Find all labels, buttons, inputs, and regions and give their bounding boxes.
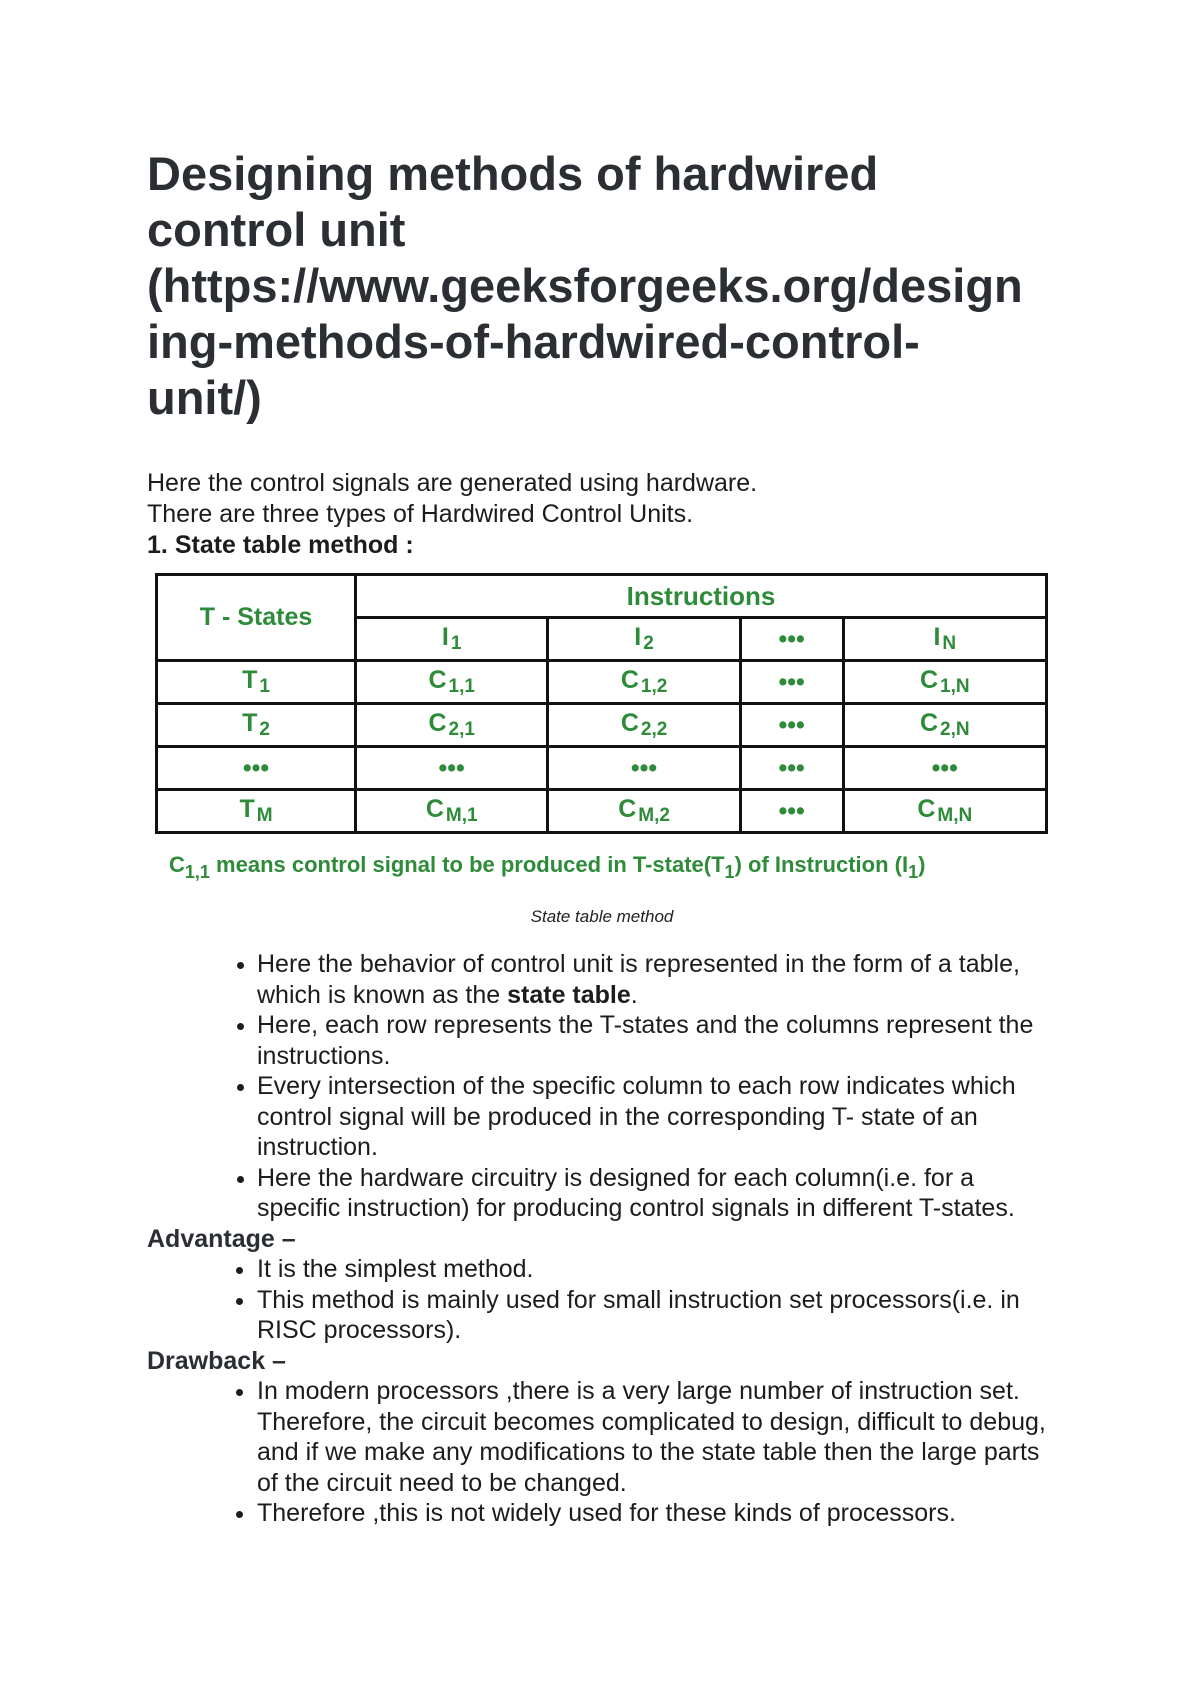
cell-symbol: C: [919, 709, 939, 737]
note-text-b: ) of Instruction (I: [734, 852, 909, 877]
cell-subscript: 1,N: [940, 676, 970, 697]
title-line: control unit: [147, 203, 406, 256]
list-item-bold: state table: [507, 980, 631, 1009]
cell-symbol: C: [425, 795, 444, 823]
cell-subscript: M,1: [445, 805, 478, 826]
cell-subscript: M,N: [937, 805, 973, 826]
cell-symbol: •••: [778, 624, 805, 653]
note-c-sub: 1,1: [184, 862, 210, 882]
control-signal-cell: [843, 747, 1046, 790]
table-row: [157, 790, 1047, 833]
method-heading: 1. State table method :: [147, 531, 414, 559]
list-item: [257, 949, 1057, 1010]
cell-symbol: C: [428, 666, 447, 694]
control-signal-cell: [740, 790, 843, 833]
instruction-column-header: [740, 618, 843, 661]
cell-symbol: C: [620, 666, 639, 694]
cell-subscript: 2: [259, 719, 270, 740]
list-item-text: Here, each row represents the T-states and the columns represent the instructions.: [257, 1011, 1034, 1070]
control-signal-cell: [843, 704, 1046, 747]
method-label: State table method :: [174, 531, 414, 559]
cell-subscript: 2: [643, 633, 654, 654]
note-t-sub: 1: [724, 862, 735, 882]
intro-line: There are three types of Hardwired Control Units.: [147, 500, 694, 528]
state-table: [155, 573, 1048, 834]
t-state-cell: [157, 661, 356, 704]
control-signal-cell: [740, 661, 843, 704]
cell-symbol: •••: [778, 710, 805, 739]
method-number: 1: [147, 531, 161, 559]
table-row: [157, 747, 1047, 790]
control-signal-cell: [548, 704, 740, 747]
document-page: [147, 146, 1057, 1529]
state-table-body: [157, 661, 1047, 833]
cell-subscript: N: [942, 633, 957, 654]
cell-symbol: T: [242, 666, 258, 694]
control-signal-cell: [740, 747, 843, 790]
cell-symbol: T: [239, 795, 255, 823]
figure-caption: State table method: [530, 907, 674, 926]
page-title: [147, 146, 1057, 426]
cell-symbol: C: [620, 709, 639, 737]
title-line: ing-methods-of-hardwired-control-: [147, 315, 920, 368]
control-signal-cell: [548, 747, 740, 790]
control-signal-cell: [548, 661, 740, 704]
cell-symbol: T: [242, 709, 258, 737]
cell-symbol: •••: [931, 753, 958, 782]
advantage-heading: Advantage –: [147, 1224, 296, 1253]
table-row: [157, 661, 1047, 704]
state-table-figure: [155, 573, 1051, 893]
cell-subscript: 1: [450, 633, 462, 654]
t-state-cell: [157, 704, 356, 747]
list-item: [257, 1163, 1057, 1224]
cell-symbol: •••: [778, 796, 805, 825]
cell-symbol: I: [441, 623, 449, 651]
control-signal-cell: [843, 790, 1046, 833]
instruction-column-header: [548, 618, 740, 661]
control-signal-cell: [843, 661, 1046, 704]
instruction-column-header: [843, 618, 1046, 661]
control-signal-cell: [356, 661, 548, 704]
cell-subscript: 1,1: [448, 676, 475, 697]
t-states-header: T - States: [157, 575, 356, 661]
title-line: Designing methods of hardwired: [147, 147, 879, 200]
cell-symbol: •••: [778, 667, 805, 696]
cell-symbol: •••: [242, 753, 270, 782]
list-item: • Therefore ,this is not widely used for these kinds of processors.: [257, 1498, 1057, 1529]
table-legend-note: [155, 852, 1051, 883]
cell-subscript: 2,N: [940, 719, 970, 740]
list-item-text: Here the behavior of control unit is represented in the form of a table, which is known as the: [257, 950, 1020, 1009]
title-line: (https://www.geeksforgeeks.org/design: [147, 259, 1023, 312]
cell-subscript: M,2: [638, 805, 670, 826]
intro-line: Here the control signals are generated using hardware.: [147, 469, 758, 497]
control-signal-cell: [356, 704, 548, 747]
note-c: C: [169, 852, 185, 877]
cell-symbol: C: [618, 795, 637, 823]
instructions-header: Instructions: [356, 575, 1047, 618]
cell-symbol: •••: [630, 753, 658, 782]
note-i-sub: 1: [908, 862, 919, 882]
description-list: [147, 949, 1057, 1224]
list-item: [257, 1071, 1057, 1163]
cell-subscript: 1,2: [640, 676, 668, 697]
list-item-text: Every intersection of the specific column to each row indicates which control signal will be produced in the corresponding T- state of an instruction.: [257, 1072, 1016, 1161]
cell-symbol: C: [917, 795, 936, 823]
cell-subscript: 2,2: [640, 719, 668, 740]
cell-subscript: M: [256, 805, 273, 826]
cell-symbol: I: [634, 623, 642, 651]
cell-subscript: 2,1: [448, 719, 475, 740]
cell-symbol: •••: [778, 753, 805, 782]
advantage-list: [147, 1254, 1057, 1346]
note-text-c: ): [918, 852, 926, 877]
list-item-text: Here the hardware circuitry is designed for each column(i.e. for a specific instruction) for producing control signals in different T-states.: [257, 1163, 1015, 1222]
cell-symbol: C: [428, 709, 447, 737]
list-item: • This method is mainly used for small instruction set processors(i.e. in RISC processors).: [257, 1285, 1057, 1346]
t-state-cell: [157, 747, 356, 790]
control-signal-cell: [740, 704, 843, 747]
t-state-cell: [157, 790, 356, 833]
control-signal-cell: [356, 790, 548, 833]
list-item-text: .: [630, 980, 638, 1009]
list-item: [257, 1010, 1057, 1071]
cell-symbol: C: [919, 666, 939, 694]
drawback-heading: Drawback –: [147, 1346, 286, 1375]
cell-symbol: •••: [438, 753, 465, 782]
cell-subscript: 1: [259, 676, 270, 697]
control-signal-cell: [548, 790, 740, 833]
list-item: • It is the simplest method.: [257, 1254, 1057, 1285]
table-row: [157, 704, 1047, 747]
instruction-column-header: [356, 618, 548, 661]
note-text-a: means control signal to be produced in T-state(T: [209, 852, 725, 877]
control-signal-cell: [356, 747, 548, 790]
title-line: unit/): [147, 371, 262, 424]
intro-paragraph: [147, 468, 1057, 561]
drawback-list: [147, 1376, 1057, 1529]
list-item: • In modern processors ,there is a very large number of instruction set. Therefore, the circuit becomes complicated to design, difficult to debug, and if we make any modifications to the state table then the large parts of the circuit need to be changed.: [257, 1376, 1057, 1498]
cell-symbol: I: [933, 623, 941, 651]
